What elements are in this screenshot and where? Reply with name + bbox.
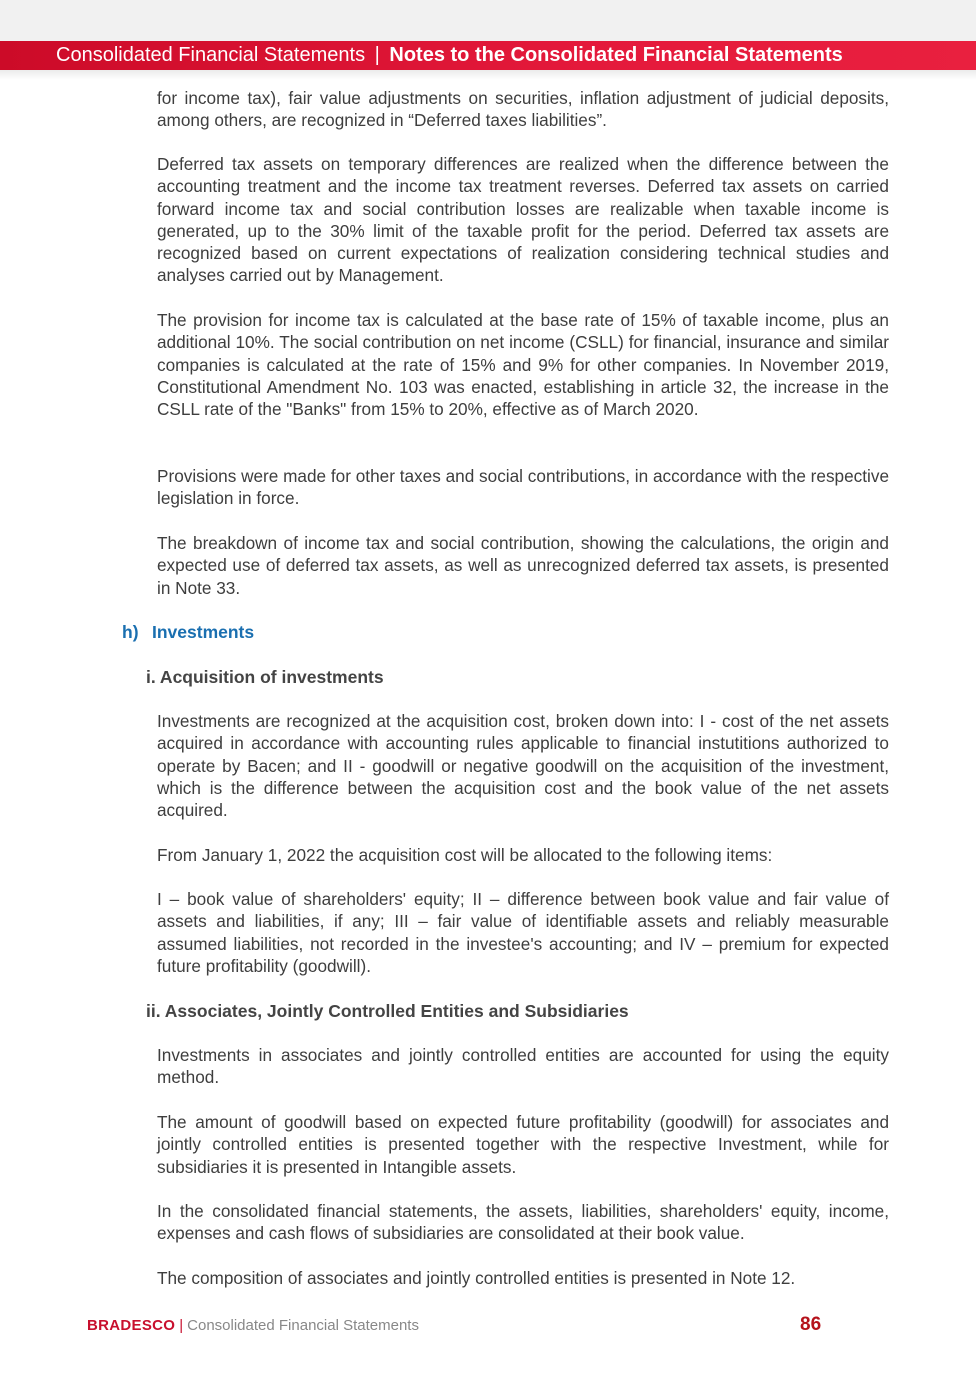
- header-subsection: Notes to the Consolidated Financial Statements: [389, 44, 843, 66]
- paragraph-equity-method: Investments in associates and jointly controlled entities are accounted for using the equity method.: [157, 1045, 889, 1088]
- paragraph-acquisition-cost: Investments are recognized at the acquisition cost, broken down into: I - cost of the net assets acquired in accordance with accounting rules applicable to financial instutitions authorized to operate by Bacen; and II - goodwill or negative goodwill on the acquisition of the investment, which is the difference between the acquisition cost and the book value of the net assets acquired.: [157, 711, 889, 821]
- footer-brand: BRADESCO: [87, 1317, 176, 1334]
- paragraph-composition-note: The composition of associates and jointly controlled entities is presented in Note 12.: [157, 1268, 796, 1288]
- page-header: [0, 41, 976, 70]
- paragraph-allocation-intro: From January 1, 2022 the acquisition cost will be allocated to the following items:: [157, 845, 773, 865]
- footer-doc-title: Consolidated Financial Statements: [187, 1317, 419, 1334]
- page-footer: [87, 1317, 419, 1334]
- header-separator: |: [374, 44, 380, 66]
- footer-separator: |: [179, 1317, 184, 1334]
- section-heading-label: h): [122, 622, 139, 642]
- subheading-acquisition: i. Acquisition of investments: [146, 667, 384, 687]
- paragraph-deferred-assets: Deferred tax assets on temporary differences are realized when the difference between the accounting treatment and the income tax treatment reverses. Deferred tax assets on carried forward income tax and social contribution losses are realizable when taxable income is generated, up to the 30% limit of the taxable profit for the period. Deferred tax assets are recognized based on current expectations of realization considering technical studies and analyses carried out by Management.: [157, 154, 889, 286]
- paragraph-breakdown-note: The breakdown of income tax and social contribution, showing the calculations, the origin and expected use of deferred tax assets, as well as unrecognized deferred tax assets, is presented in Note 33.: [157, 533, 889, 598]
- paragraph-allocation-items: I – book value of shareholders' equity; II – difference between book value and fair value of assets and liabilities, if any; III – fair value of identifiable assets and reliably measurable assumed liabilities, not recorded in the investee's accounting; and IV – premium for expected future profitability (goodwill).: [157, 889, 889, 976]
- top-margin: [0, 0, 976, 41]
- paragraph-consolidation: In the consolidated financial statements, the assets, liabilities, shareholders' equity, income, expenses and cash flows of subsidiaries are consolidated at their book value.: [157, 1201, 889, 1244]
- header-shadow: [0, 70, 976, 80]
- section-heading-investments: [122, 622, 254, 643]
- header-section: Consolidated Financial Statements: [56, 44, 366, 66]
- section-heading-title: Investments: [152, 622, 255, 642]
- paragraph-deferred-liabilities: for income tax), fair value adjustments on securities, inflation adjustment of judicial deposits, among others, are recognized in “Deferred taxes liabilities”.: [157, 88, 889, 131]
- page-number: 86: [800, 1314, 822, 1335]
- paragraph-other-taxes: Provisions were made for other taxes and social contributions, in accordance with the respective legislation in force.: [157, 466, 889, 509]
- paragraph-goodwill: The amount of goodwill based on expected future profitability (goodwill) for associates and jointly controlled entities is presented together with the respective Investment, while for subsidiaries it is presented in Intangible assets.: [157, 1112, 889, 1177]
- subheading-associates: ii. Associates, Jointly Controlled Entities and Subsidiaries: [146, 1001, 629, 1021]
- paragraph-income-tax-provision: The provision for income tax is calculated at the base rate of 15% of taxable income, plus an additional 10%. The social contribution on net income (CSLL) for financial, insurance and similar companies is calculated at the rate of 15% and 9% for other companies. In November 2019, Constitutional Amendment No. 103 was enacted, establishing in article 32, the increase in the CSLL rate of the "Banks" from 15% to 20%, effective as of March 2020.: [157, 310, 889, 420]
